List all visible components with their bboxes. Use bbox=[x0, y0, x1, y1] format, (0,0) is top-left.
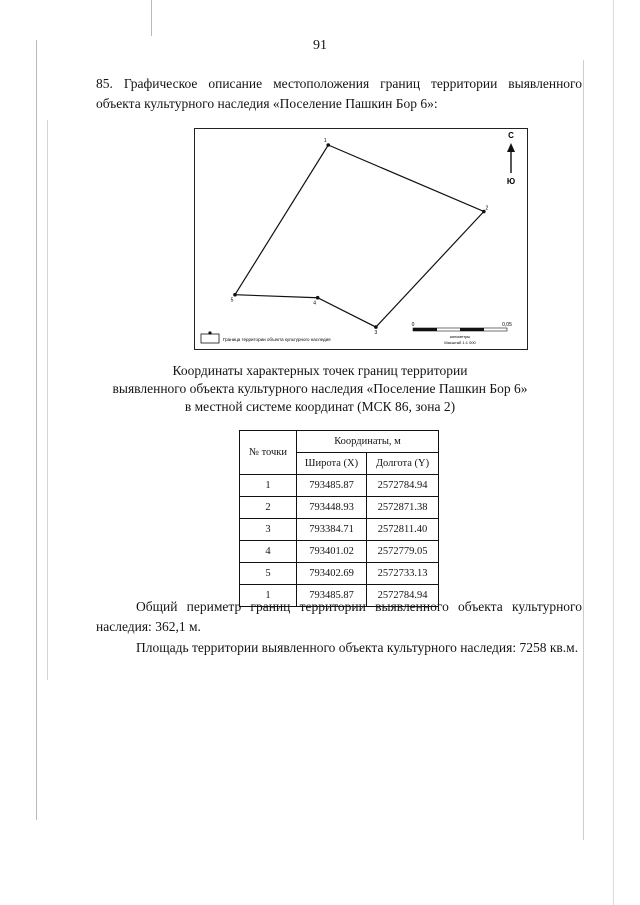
scale-bar bbox=[413, 328, 507, 331]
table-row bbox=[240, 475, 439, 497]
section-heading-text: 85. Графическое описание местоположения границ территории выявленного объекта культурного наследия «Поселение Пашкин Бор 6»: bbox=[96, 76, 582, 111]
boundary-map bbox=[194, 128, 528, 350]
table-row bbox=[240, 563, 439, 585]
scan-artifact-line bbox=[36, 40, 37, 820]
header-coords: Координаты, м bbox=[297, 431, 439, 453]
cell-point: 4 bbox=[240, 541, 297, 563]
boundary-point-5 bbox=[233, 293, 237, 297]
compass-north-label: С bbox=[508, 131, 514, 140]
caption-line-2: выявленного объекта культурного наследия «Поселение Пашкин Бор 6» bbox=[112, 381, 528, 396]
boundary-point-3 bbox=[374, 325, 378, 329]
cell-y: 2572779.05 bbox=[367, 541, 439, 563]
cell-x: 793401.02 bbox=[297, 541, 367, 563]
page-number: 91 bbox=[313, 38, 327, 53]
boundary-point-label-4: 4 bbox=[313, 300, 317, 307]
table-header-row bbox=[240, 431, 439, 453]
area-paragraph bbox=[96, 638, 582, 658]
boundary-point-4 bbox=[316, 296, 320, 300]
header-point: № точки bbox=[240, 431, 297, 475]
perimeter-paragraph bbox=[96, 597, 582, 637]
cell-point: 1 bbox=[240, 475, 297, 497]
header-y: Долгота (Y) bbox=[367, 453, 439, 475]
boundary-points bbox=[231, 138, 489, 336]
cell-y: 2572733.13 bbox=[367, 563, 439, 585]
scan-artifact-line bbox=[613, 0, 614, 905]
legend-label: Граница территории объекта культурного наследия bbox=[223, 337, 331, 342]
scale-units-label: километры bbox=[449, 334, 471, 339]
header-x: Широта (X) bbox=[297, 453, 367, 475]
cell-point: 2 bbox=[240, 497, 297, 519]
section-heading bbox=[96, 74, 582, 114]
boundary-map-svg bbox=[195, 129, 527, 349]
cell-y: 2572871.38 bbox=[367, 497, 439, 519]
cell-point: 3 bbox=[240, 519, 297, 541]
cell-y: 2572811.40 bbox=[367, 519, 439, 541]
boundary-point-label-3: 3 bbox=[374, 330, 378, 337]
boundary-point-1 bbox=[326, 143, 330, 147]
caption-line-3: в местной системе координат (МСК 86, зона 2) bbox=[184, 399, 456, 414]
cell-y: 2572784.94 bbox=[367, 475, 439, 497]
scale-start-label: 0 bbox=[411, 322, 415, 328]
scale-end-label: 0,05 bbox=[502, 322, 512, 328]
perimeter-text: Общий периметр границ территории выявленного объекта культурного наследия: 362,1 м. bbox=[96, 599, 582, 634]
cell-x: 793448.93 bbox=[297, 497, 367, 519]
boundary-point-label-1: 1 bbox=[323, 138, 327, 144]
table-row bbox=[240, 497, 439, 519]
boundary-polygon bbox=[235, 145, 484, 327]
boundary-point-label-5: 5 bbox=[230, 297, 234, 304]
table-row bbox=[240, 541, 439, 563]
area-text: Площадь территории выявленного объекта культурного наследия: 7258 кв.м. bbox=[136, 640, 579, 655]
cell-x: 793485.87 bbox=[297, 475, 367, 497]
cell-point: 1 bbox=[240, 585, 297, 607]
cell-x: 793402.69 bbox=[297, 563, 367, 585]
cell-x: 793485.87 bbox=[297, 585, 367, 607]
map-legend bbox=[201, 331, 331, 343]
scan-artifact-line bbox=[151, 0, 152, 36]
coordinates-table bbox=[239, 430, 439, 607]
table-row bbox=[240, 519, 439, 541]
boundary-point-label-2: 2 bbox=[485, 205, 489, 212]
scale-ratio-label: Масштаб 1:1 000 bbox=[444, 340, 476, 345]
caption-line-1: Координаты характерных точек границ территории bbox=[172, 363, 468, 378]
table-caption bbox=[0, 362, 640, 416]
cell-y: 2572784.94 bbox=[367, 585, 439, 607]
north-arrow-icon bbox=[507, 143, 515, 173]
compass-south-label: Ю bbox=[506, 177, 516, 186]
cell-x: 793384.71 bbox=[297, 519, 367, 541]
scan-artifact-line bbox=[583, 60, 584, 840]
cell-point: 5 bbox=[240, 563, 297, 585]
